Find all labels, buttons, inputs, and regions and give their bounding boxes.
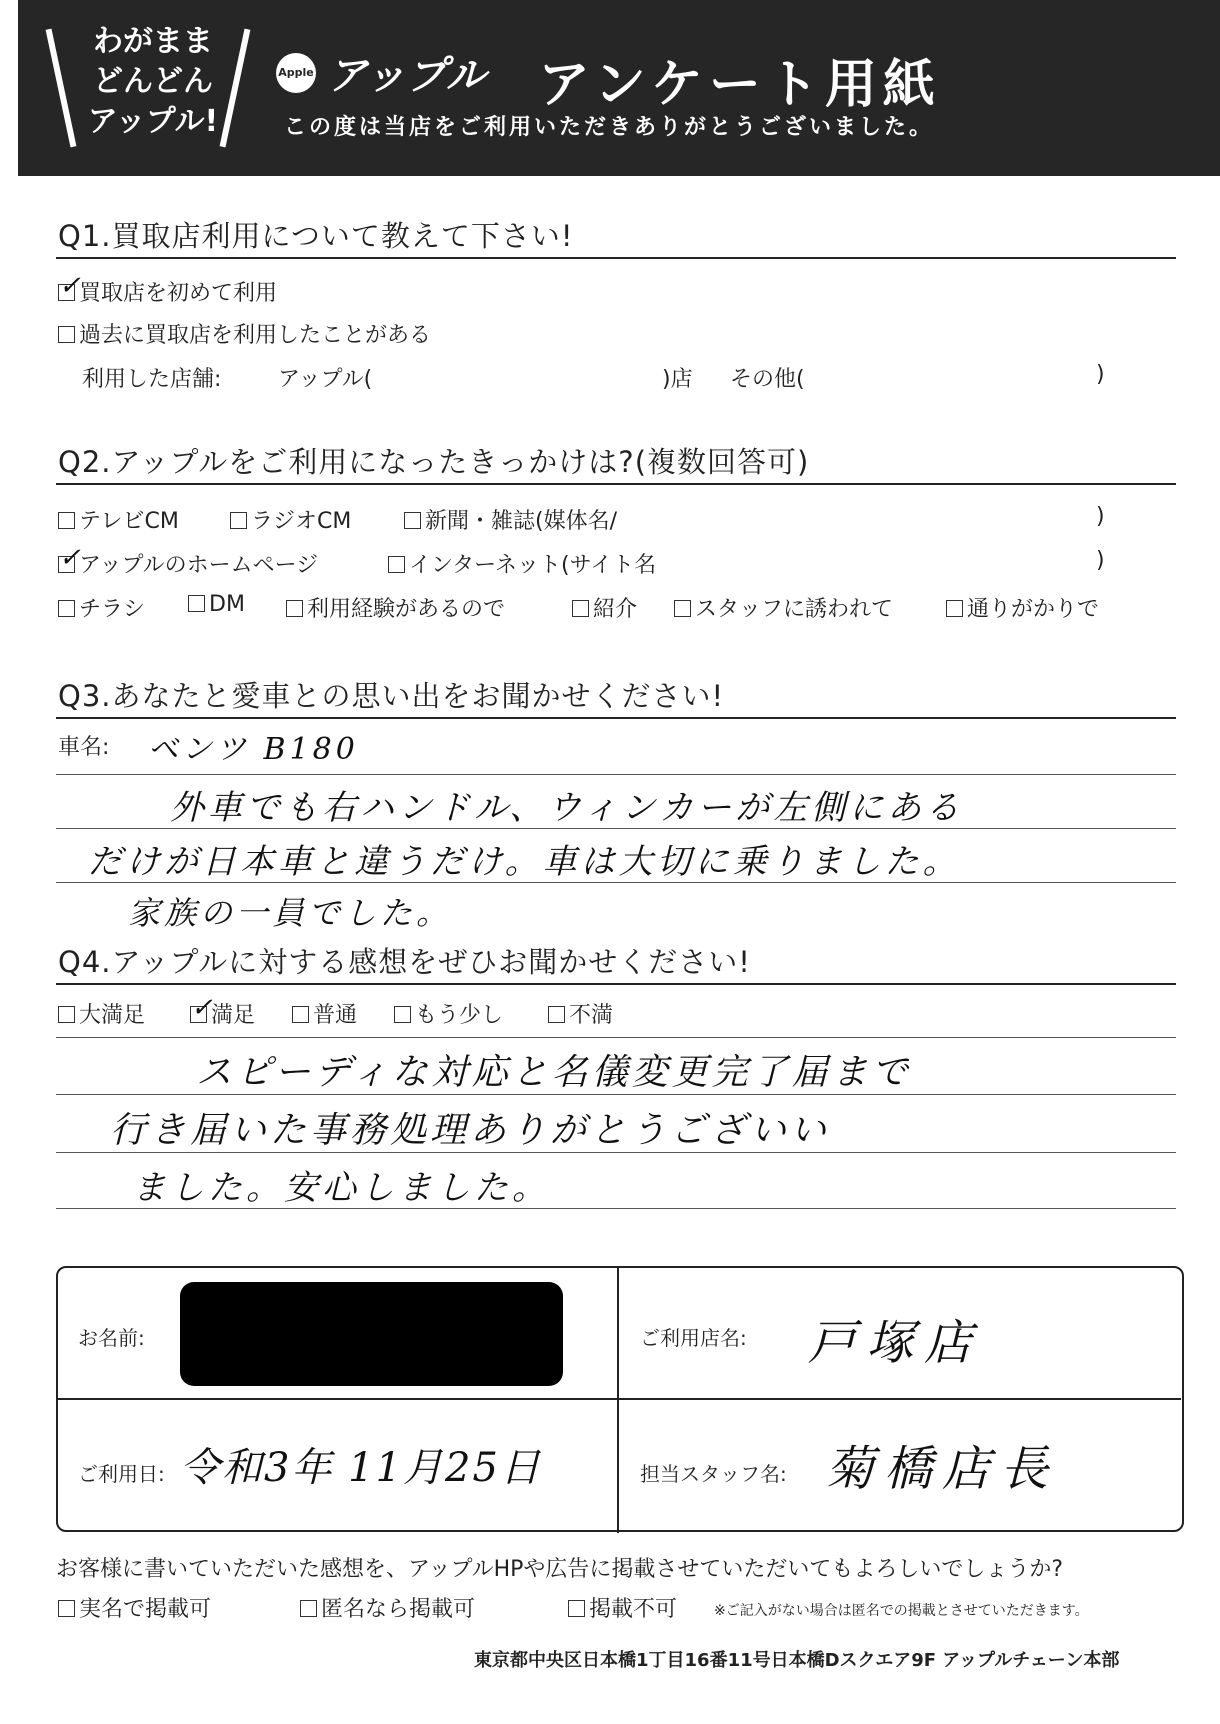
q4-option-label: 満足 — [211, 1003, 256, 1028]
publish-consent-question: お客様に書いていただいた感想を、アップルHPや広告に掲載させていただいてもよろしいでしょうか? — [56, 1557, 1064, 1582]
q1-store-apple: アップル( — [278, 367, 373, 392]
q2-rule — [56, 483, 1176, 485]
q3-line — [56, 828, 1176, 829]
q2-option-passing[interactable] — [946, 592, 1099, 623]
q3-car-label: 車名: — [58, 735, 110, 760]
store-value[interactable]: 戸塚店 — [808, 1315, 983, 1371]
consent-checkbox-anonymous[interactable] — [300, 1600, 317, 1617]
q1-rule — [56, 257, 1176, 259]
q1-option-label: 買取店を初めて利用 — [79, 281, 278, 306]
q2-option-flyer[interactable] — [58, 592, 145, 623]
q2-option-staff[interactable] — [674, 592, 893, 623]
consent-option-label: 匿名なら掲載可 — [321, 1597, 476, 1622]
q3-line — [56, 774, 1176, 775]
q2-option-label: 新聞・雑誌(媒体名/ — [425, 509, 617, 534]
q4-line — [56, 1152, 1176, 1153]
q4-option-very-satisfied[interactable] — [58, 998, 145, 1029]
q2-checkbox-staff[interactable] — [674, 600, 691, 617]
q2-option-experience[interactable] — [286, 592, 505, 623]
q1-checkbox-first-time[interactable] — [58, 271, 81, 301]
q2-option-label: 利用経験があるので — [307, 597, 506, 622]
q4-rule — [56, 983, 1176, 985]
q1-close-paren: ) — [1096, 362, 1105, 387]
q4-option-label: 普通 — [313, 1003, 358, 1028]
q3-answer-line-2[interactable]: だけが日本車と違うだけ。車は大切に乗りました。 — [88, 842, 961, 882]
q2-checkbox-tv[interactable] — [58, 512, 75, 529]
q4-option-label: もう少し — [415, 1003, 504, 1028]
consent-option-no[interactable] — [568, 1592, 677, 1623]
slogan — [80, 22, 226, 142]
q2-option-label: チラシ — [79, 597, 146, 622]
name-label: お名前: — [78, 1326, 145, 1350]
q4-line — [56, 1037, 1176, 1038]
q4-answer-line-2[interactable]: 行き届いた事務処理ありがとうございい — [110, 1110, 831, 1151]
q3-car-name[interactable]: ベンツ B180 — [148, 732, 359, 767]
q2-checkbox-passing[interactable] — [946, 600, 963, 617]
q1-option-label: 過去に買取店を利用したことがある — [79, 323, 432, 348]
q2-checkbox-experience[interactable] — [286, 600, 303, 617]
q4-option-normal[interactable] — [292, 998, 357, 1029]
q3-answer-line-1[interactable]: 外車でも右ハンドル、ウィンカーが左側にある — [170, 788, 964, 828]
q2-option-internet[interactable] — [388, 548, 656, 579]
check-mark-icon: ✓ — [59, 543, 81, 573]
q1-store-suffix: )店 — [662, 367, 693, 392]
q2-checkbox-flyer[interactable] — [58, 600, 75, 617]
q2-option-label: アップルのホームページ — [79, 553, 319, 578]
staff-value[interactable]: 菊橋店長 — [826, 1441, 1059, 1497]
apple-logo-icon: Apple — [276, 53, 316, 93]
brand-name: アップル — [327, 53, 487, 99]
q1-option-used-before[interactable] — [58, 318, 431, 349]
q2-checkbox-homepage[interactable] — [58, 543, 81, 573]
q2-option-label: テレビCM — [79, 509, 179, 534]
date-label: ご利用日: — [78, 1462, 165, 1486]
check-mark-icon: ✓ — [191, 993, 213, 1023]
q3-line — [56, 882, 1176, 883]
q4-checkbox-normal[interactable] — [292, 1006, 309, 1023]
form-title: アンケート用紙 — [538, 55, 941, 115]
q2-option-label: 通りがかりで — [967, 597, 1100, 622]
q2-checkbox-internet[interactable] — [388, 556, 405, 573]
q3-rule — [56, 717, 1176, 719]
q2-checkbox-referral[interactable] — [572, 600, 589, 617]
q4-line — [56, 1208, 1176, 1209]
q4-option-satisfied[interactable] — [190, 993, 256, 1029]
q2-option-homepage[interactable] — [58, 543, 319, 579]
q2-option-label: インターネット(サイト名 — [409, 553, 657, 578]
q2-checkbox-dm[interactable] — [188, 595, 205, 612]
q2-option-newspaper[interactable] — [404, 504, 617, 535]
consent-option-anonymous[interactable] — [300, 1592, 475, 1623]
q1-title: Q1.買取店利用について教えて下さい! — [58, 219, 574, 253]
q1-option-first-time[interactable] — [58, 271, 278, 307]
brand-logo — [276, 44, 487, 100]
q4-option-label: 大満足 — [79, 1003, 146, 1028]
q4-line — [56, 1094, 1176, 1095]
q2-option-dm[interactable] — [188, 592, 245, 617]
q4-checkbox-a-bit-more[interactable] — [394, 1006, 411, 1023]
date-value[interactable]: 令和3年 11月25日 — [180, 1445, 542, 1491]
q2-close-paren-2: ) — [1096, 548, 1105, 573]
q4-checkbox-dissatisfied[interactable] — [548, 1006, 565, 1023]
consent-option-real-name[interactable] — [58, 1592, 211, 1623]
q1-store-other: その他( — [730, 367, 805, 392]
q4-option-a-bit-more[interactable] — [394, 998, 503, 1029]
q4-title: Q4.アップルに対する感想をぜひお聞かせください! — [58, 945, 751, 979]
q4-answer-line-3[interactable]: ました。安心しました。 — [132, 1168, 550, 1208]
q2-option-label: ラジオCM — [251, 509, 352, 534]
consent-option-label: 実名で掲載可 — [79, 1597, 212, 1622]
q2-title: Q2.アップルをご利用になったきっかけは?(複数回答可) — [58, 445, 810, 479]
q4-option-label: 不満 — [569, 1003, 614, 1028]
slogan-line-3: アップル! — [87, 104, 219, 139]
q4-checkbox-satisfied[interactable] — [190, 993, 213, 1023]
slogan-line-2: どんどん — [93, 64, 213, 99]
q2-option-label: DM — [209, 592, 245, 617]
consent-checkbox-no[interactable] — [568, 1600, 585, 1617]
consent-note: ※ご記入がない場合は匿名での掲載とさせていただきます。 — [714, 1603, 1089, 1619]
name-field-redacted[interactable] — [180, 1282, 563, 1386]
staff-label: 担当スタッフ名: — [640, 1462, 787, 1486]
q3-title: Q3.あなたと愛車との思い出をお聞かせください! — [58, 679, 725, 713]
q4-answer-line-1[interactable]: スピーディな対応と名儀変更完了届まで — [196, 1052, 912, 1093]
store-label: ご利用店名: — [640, 1326, 747, 1350]
check-mark-icon: ✓ — [59, 271, 81, 301]
slogan-line-1: わがまま — [93, 24, 213, 59]
q3-answer-line-3[interactable]: 家族の一員でした。 — [128, 894, 453, 932]
consent-checkbox-real-name[interactable] — [58, 1600, 75, 1617]
q2-checkbox-radio[interactable] — [230, 512, 247, 529]
header-subtitle: この度は当店をご利用いただきありがとうございました。 — [284, 115, 935, 140]
q2-option-radio[interactable] — [230, 504, 351, 535]
q2-checkbox-newspaper[interactable] — [404, 512, 421, 529]
q2-option-label: 紹介 — [593, 597, 638, 622]
q4-option-dissatisfied[interactable] — [548, 998, 613, 1029]
q1-store-label: 利用した店舗: — [82, 367, 222, 392]
q2-option-label: スタッフに誘われて — [695, 597, 894, 622]
q2-close-paren-1: ) — [1096, 504, 1105, 529]
info-box-horizontal-divider — [57, 1398, 1181, 1400]
q4-checkbox-very-satisfied[interactable] — [58, 1006, 75, 1023]
consent-option-label: 掲載不可 — [589, 1597, 678, 1622]
company-address: 東京都中央区日本橋1丁目16番11号日本橋Dスクエア9F アップルチェーン本部 — [474, 1650, 1120, 1671]
q2-option-referral[interactable] — [572, 592, 637, 623]
q2-option-tv[interactable] — [58, 504, 179, 535]
q1-checkbox-used-before[interactable] — [58, 326, 75, 343]
